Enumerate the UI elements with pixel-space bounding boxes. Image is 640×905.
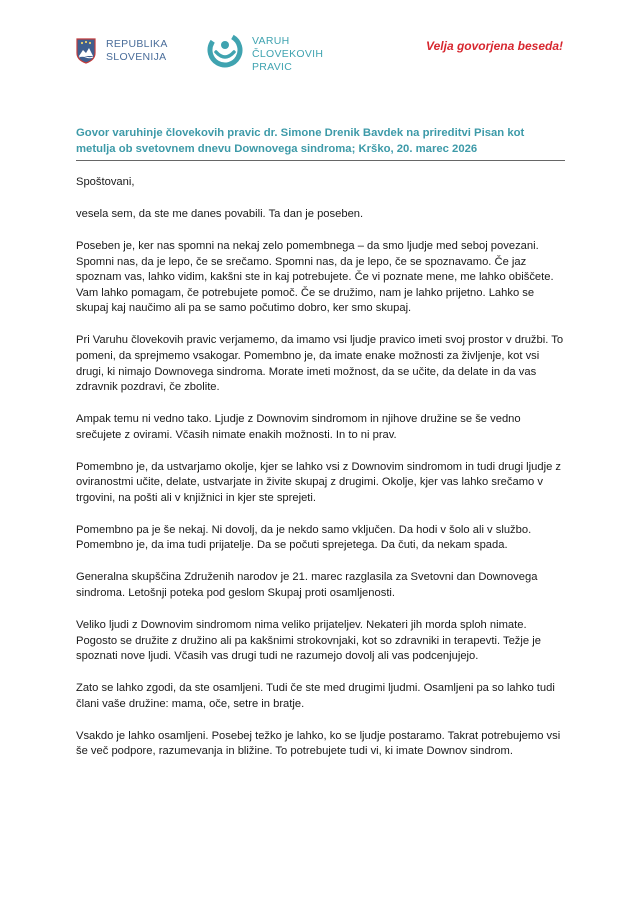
paragraph: vesela sem, da ste me danes povabili. Ta dan je poseben. [76, 207, 364, 220]
paragraph: Pomembno je, da ustvarjamo okolje, kjer se lahko vsi z Downovim sindromom in tudi drugi ljudje z oviranostmi učite, delate, ustvarjate in živite skupaj z drugimi. Okolje, kjer vas lahko srečamo v trgovini, na pošti ali v knjižnici in kjer ste sprejeti. [76, 460, 562, 504]
varuh-clovekovih-pravic-logo [207, 32, 323, 74]
varuh-logo-line2: ČLOVEKOVIH [252, 48, 324, 60]
paragraph: Poseben je, ker nas spomni na nekaj zelo pomembnega – da smo ljudje med seboj povezani. Spomni nas, da je lepo, če se srečamo. Spomni nas, da je lepo, če se spoznavamo. Če jaz spoznam vas, lahko vidim, kakšni ste in kaj potrebujete. Če vi poznate mene, me lahko obiščete. Vam lahko pomagam, če potrebujete pomoč. Če se družimo, nam je lahko prijetno. Lahko se skupaj kaj naučimo ali pa se samo počutimo dobro, ker smo skupaj. [76, 239, 554, 315]
republika-slovenija-logo [76, 38, 168, 64]
republika-logo-line1: REPUBLIKA [106, 38, 168, 50]
paragraph: Pri Varuhu človekovih pravic verjamemo, da imamo vsi ljudje pravico imeti svoj prostor v družbi. To pomeni, da sprejmemo vsakogar. Pomembno je, da imate enake možnosti za življenje, kot vsi drugi, ki nimajo Downovega sindroma. Morate imeti možnost, da se učite, da delate in da vas zdravnik pozdravi, če zbolite. [76, 334, 564, 394]
document-title: Govor varuhinje človekovih pravic dr. Simone Drenik Bavdek na prireditvi Pisan kot metulja ob svetovnem dnevu Downovega sindroma; Krško, 20. marec 2026 [76, 127, 525, 155]
paragraph: Vsakdo je lahko osamljeni. Posebej težko je lahko, ko se ljudje postaramo. Takrat potrebujemo vsi še več podpore, razumevanja in bližine. To potrebujete tudi vi, ki imate Downov sindrom. [76, 729, 561, 758]
paragraph-greeting: Spoštovani, [76, 176, 135, 188]
varuh-logo-line3: PRAVIC [252, 61, 293, 73]
title-divider [76, 160, 565, 161]
slovenian-coat-of-arms-icon [76, 38, 96, 64]
paragraph: Ampak temu ni vedno tako. Ljudje z Downovim sindromom in njihove družine se še vedno srečujete z ovirami. Včasih nimate enakih možnosti. In to ni prav. [76, 413, 521, 441]
paragraph: Zato se lahko zgodi, da ste osamljeni. Tudi če ste med drugimi ljudmi. Osamljeni pa so lahko tudi člani vaše družine: mama, oče, setre in bratje. [76, 682, 555, 710]
paragraph: Generalna skupščina Združenih narodov je 21. marec razglasila za Svetovni dan Downovega sindroma. Letošnji poteka pod geslom Skupaj proti osamljenosti. [76, 571, 538, 600]
paragraph: Pomembno pa je še nekaj. Ni dovolj, da je nekdo samo vključen. Da hodi v šolo ali v službo. Pomembno je, da ima tudi prijatelje. Da se počuti sprejetega. Da čuti, da nekam spada. [76, 523, 532, 552]
header-motto: Velja govorjena beseda! [426, 39, 563, 53]
paragraph: Veliko ljudi z Downovim sindromom nima veliko prijateljev. Nekateri jih morda sploh nimate. Pogosto se družite z družino ali pa kakšnimi strokovnjaki, kot so zdravniki in terapevti. Težje je spoznati nove ljudi. Včasih vas drugi tudi ne razumejo dovolj ali vas podcenjujejo. [76, 619, 541, 663]
ombudsman-emblem-icon [207, 32, 243, 68]
republika-logo-line2: SLOVENIJA [106, 51, 167, 63]
varuh-logo-line1: VARUH [252, 35, 290, 47]
speech-body [76, 175, 566, 776]
